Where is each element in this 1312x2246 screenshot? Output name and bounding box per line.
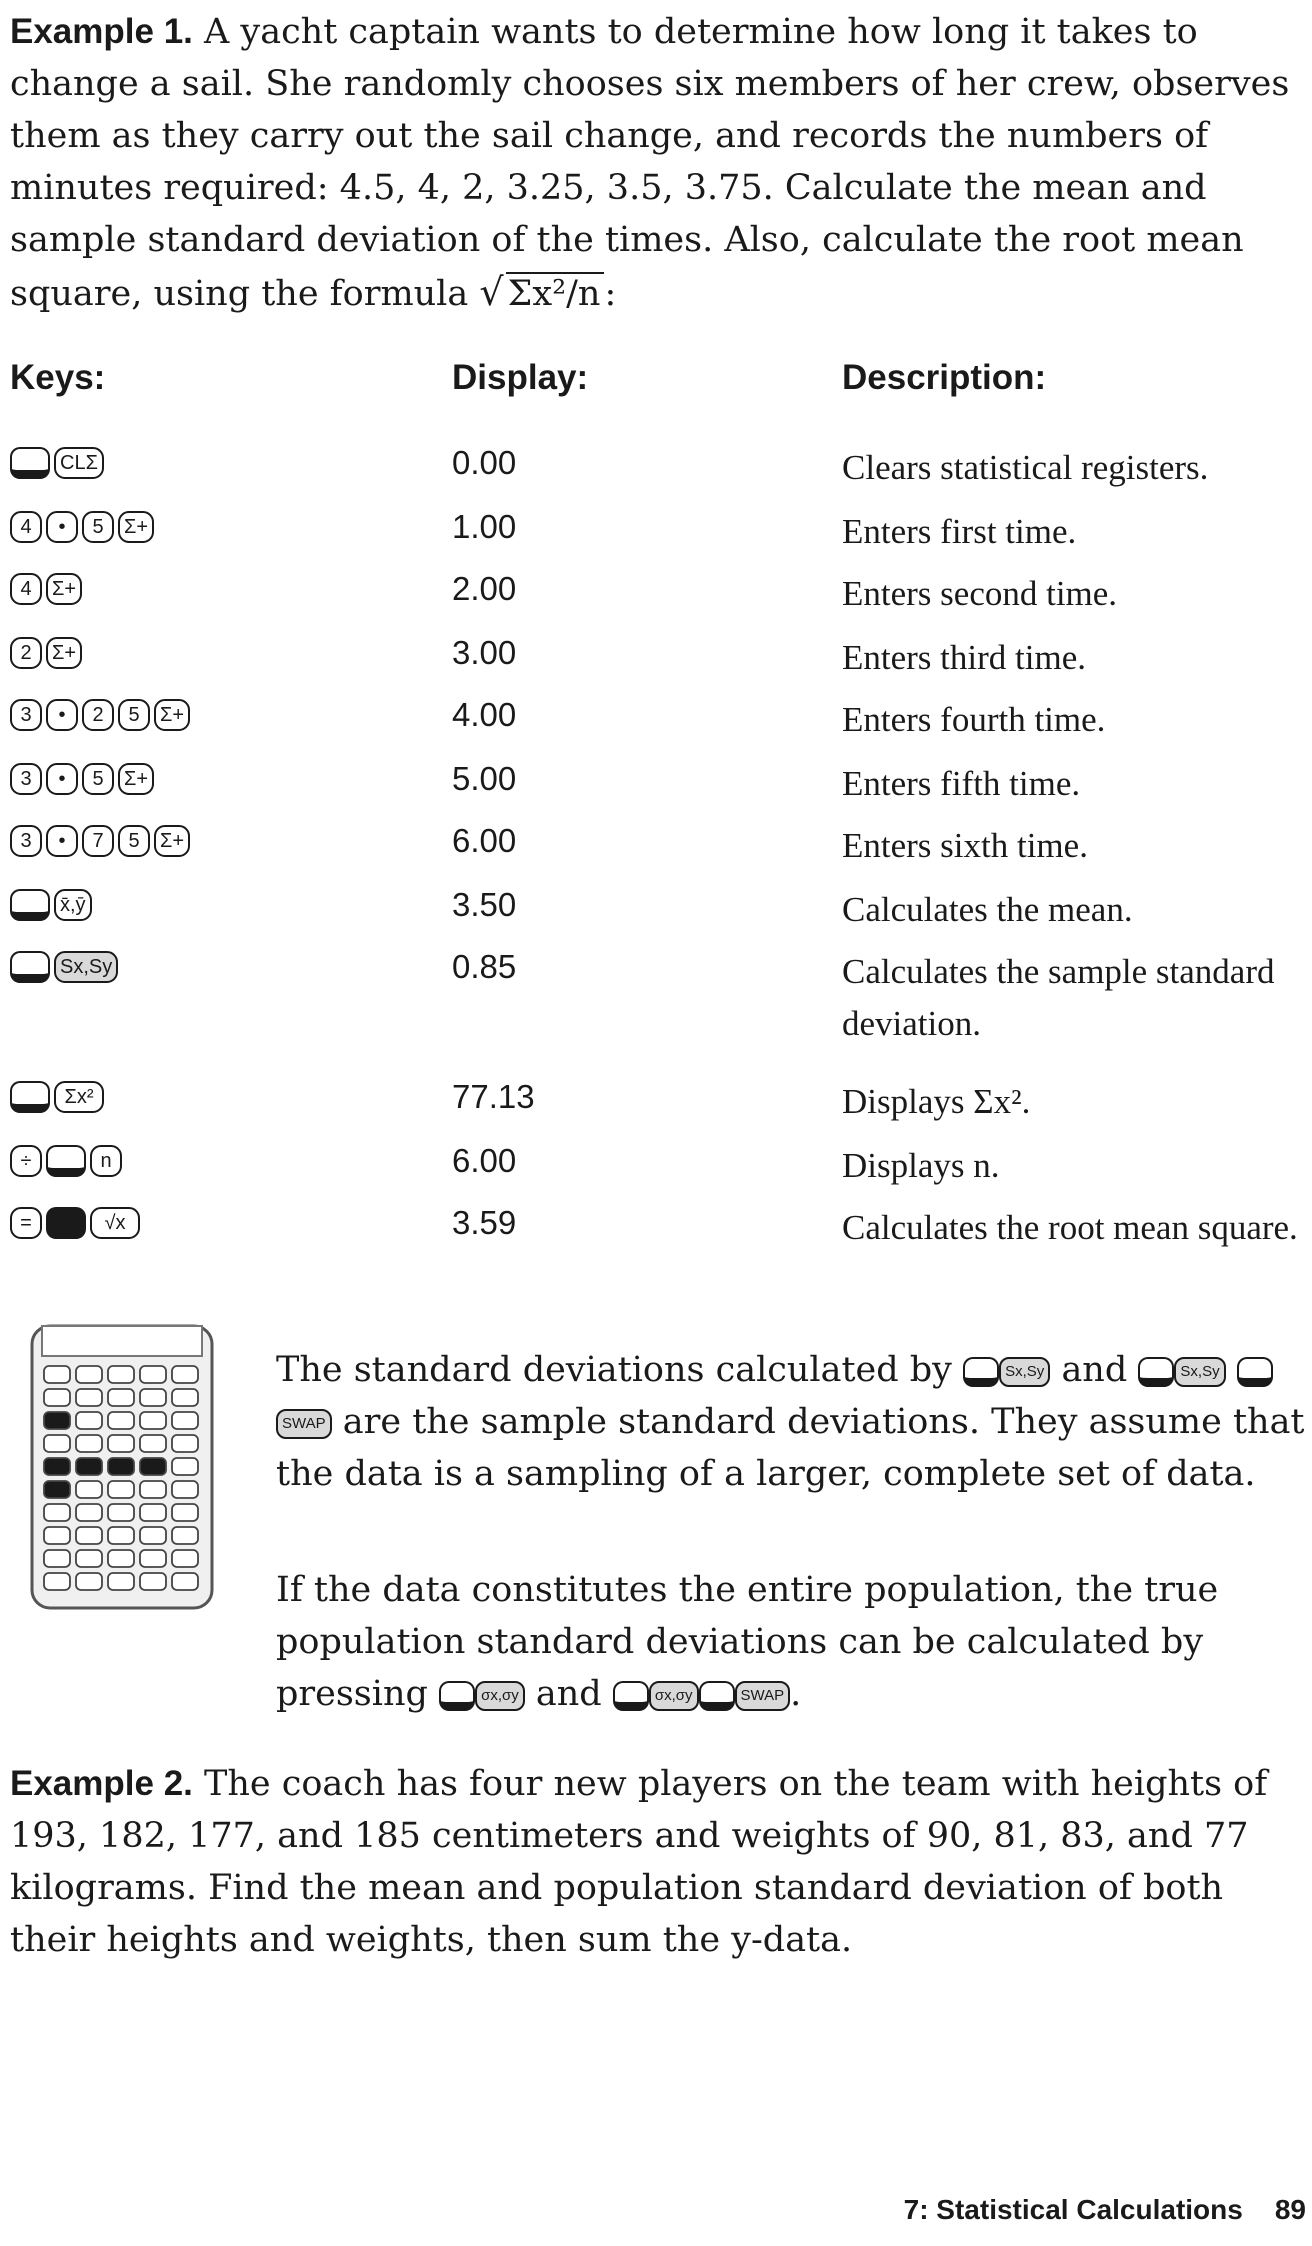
calculator-key: Σ+ <box>46 637 82 669</box>
description-text: Displays n. <box>842 1146 1000 1185</box>
calculator-key: Σx² <box>54 1081 104 1113</box>
calculator-key: • <box>46 763 78 795</box>
display-value: 0.00 <box>452 444 517 481</box>
shift-key-icon <box>10 1081 50 1113</box>
calculator-key: 7 <box>82 825 114 857</box>
calculator-icon-key <box>44 1366 70 1383</box>
calculator-icon-key <box>108 1412 134 1429</box>
keystroke-sequence <box>10 818 190 864</box>
calculator-key: Σ+ <box>46 573 82 605</box>
description-text: Clears statistical registers. <box>842 448 1209 487</box>
calculator-icon-key <box>140 1550 166 1567</box>
table-header <box>0 358 1312 418</box>
keystroke-sequence <box>10 882 92 928</box>
calculator-icon-key <box>172 1504 198 1521</box>
keys-header: Keys: <box>10 358 106 397</box>
note-section <box>20 1322 1310 1762</box>
calculator-key: Σ+ <box>118 763 154 795</box>
calculator-icon-key <box>76 1435 102 1452</box>
keystroke-sequence <box>10 1138 122 1184</box>
calculator-icon-key <box>172 1366 198 1383</box>
calculator-key: 3 <box>10 763 42 795</box>
description-text: Enters first time. <box>842 512 1077 551</box>
calculator-icon-key <box>76 1389 102 1406</box>
formula-suffix: : <box>604 274 617 314</box>
calculator-icon-key <box>44 1527 70 1544</box>
calculator-icon-key <box>44 1504 70 1521</box>
description-text: Calculates the root mean square. <box>842 1208 1298 1247</box>
shift-key-icon <box>1138 1357 1174 1387</box>
shift-key-icon <box>1237 1357 1273 1387</box>
calculator-icon-key <box>76 1550 102 1567</box>
description-text: Calculates the mean. <box>842 890 1133 929</box>
calculator-icon-key <box>140 1389 166 1406</box>
keystroke-sequence <box>10 944 118 990</box>
display-value: 4.00 <box>452 696 517 733</box>
calculator-icon-key <box>172 1389 198 1406</box>
calculator-icon-key <box>108 1481 134 1498</box>
calculator-key: x̄,ȳ <box>54 889 92 921</box>
calculator-icon-key <box>44 1435 70 1452</box>
example-1-paragraph <box>10 6 1300 320</box>
calculator-key: • <box>46 511 78 543</box>
display-value: 5.00 <box>452 760 517 797</box>
calculator-key: • <box>46 825 78 857</box>
calculator-icon-key <box>44 1412 70 1429</box>
calculator-key: 5 <box>82 763 114 795</box>
example-2-label: Example 2. <box>10 1764 193 1803</box>
note-p1-and: and <box>1061 1350 1128 1390</box>
calculator-icon-key <box>44 1550 70 1567</box>
swap-key: SWAP <box>735 1681 791 1711</box>
shift-key-icon <box>613 1681 649 1711</box>
keystroke-sequence <box>10 756 154 802</box>
calculator-key: 4 <box>10 511 42 543</box>
calculator-icon-key <box>108 1550 134 1567</box>
keystroke-sequence <box>10 440 104 486</box>
note-paragraph-2 <box>276 1564 1312 1720</box>
calculator-key: Σ+ <box>118 511 154 543</box>
calculator-key: n <box>90 1145 122 1177</box>
display-value: 6.00 <box>452 822 517 859</box>
calculator-icon-key <box>76 1458 102 1475</box>
sx-sy-key: Sx,Sy <box>999 1357 1050 1387</box>
shift-key-icon <box>10 951 50 983</box>
note-p2-text-a: If the data constitutes the entire population, the true population standard deviations can be calculated by pressing <box>276 1570 1219 1714</box>
shift-key-icon <box>46 1145 86 1177</box>
calculator-icon-key <box>44 1573 70 1590</box>
display-value: 3.50 <box>452 886 517 923</box>
sx-sy-key: Sx,Sy <box>1174 1357 1225 1387</box>
calculator-icon-key <box>140 1458 166 1475</box>
calculator-key: 2 <box>10 637 42 669</box>
calculator-key: = <box>10 1207 42 1239</box>
calculator-icon-key <box>76 1366 102 1383</box>
calculator-icon-key <box>172 1481 198 1498</box>
calculator-icon-key <box>172 1412 198 1429</box>
shift-key-icon <box>10 889 50 921</box>
calculator-icon-key <box>76 1573 102 1590</box>
calculator-icon-key <box>140 1366 166 1383</box>
calculator-icon-key <box>140 1412 166 1429</box>
note-p2-and: and <box>535 1674 602 1714</box>
example-2-paragraph <box>10 1758 1300 1966</box>
calculator-icon-key <box>76 1481 102 1498</box>
keystroke-sequence <box>10 1074 104 1120</box>
example-1-label: Example 1. <box>10 12 193 51</box>
calculator-icon-key <box>108 1573 134 1590</box>
example-2-text: The coach has four new players on the team with heights of 193, 182, 177, and 185 centimeters and weights of 90, 81, 83, and 77 kilograms. Find the mean and population standard deviation of both their heights and weights, then sum the y-data. <box>10 1764 1268 1960</box>
display-value: 3.59 <box>452 1204 517 1241</box>
shift-key-icon <box>10 447 50 479</box>
calculator-icon-key <box>172 1527 198 1544</box>
calculator-key: 5 <box>118 825 150 857</box>
calculator-key: • <box>46 699 78 731</box>
display-value: 77.13 <box>452 1078 535 1115</box>
shift-key-icon <box>46 1207 86 1239</box>
calculator-icon-key <box>76 1527 102 1544</box>
calculator-icon-key <box>44 1481 70 1498</box>
calculator-icon-key <box>108 1366 134 1383</box>
page-footer <box>904 2194 1306 2226</box>
calculator-key: √x <box>90 1207 140 1239</box>
sqrt-sign: √ <box>479 270 504 314</box>
description-text: Enters third time. <box>842 638 1086 677</box>
calculator-icon-key <box>108 1458 134 1475</box>
calculator-icon-key <box>108 1527 134 1544</box>
calculator-key: ÷ <box>10 1145 42 1177</box>
calculator-key: CLΣ <box>54 447 104 479</box>
note-p2-end: . <box>790 1674 802 1714</box>
example-1-text: A yacht captain wants to determine how long it takes to change a sail. She randomly chooses six members of her crew, observes them as they carry out the sail change, and records the numbers of minutes required: 4.5, 4, 2, 3.25, 3.5, 3.75. Calculate the mean and sample standard deviation of the times. Also, calculate the root mean square, using the formula <box>10 12 1290 314</box>
calculator-icon-key <box>44 1458 70 1475</box>
calculator-key: 4 <box>10 573 42 605</box>
calculator-key: Σ+ <box>154 825 190 857</box>
calculator-key: 5 <box>82 511 114 543</box>
display-value: 6.00 <box>452 1142 517 1179</box>
display-value: 1.00 <box>452 508 517 545</box>
calculator-icon-key <box>140 1504 166 1521</box>
keystroke-sequence <box>10 1200 140 1246</box>
calculator-icon-key <box>172 1435 198 1452</box>
calculator-icon <box>20 1322 220 1612</box>
keystroke-sequence <box>10 566 82 612</box>
calculator-icon-key <box>140 1573 166 1590</box>
display-header: Display: <box>452 358 589 397</box>
calculator-icon-key <box>172 1458 198 1475</box>
calculator-icon-key <box>140 1481 166 1498</box>
swap-key: SWAP <box>276 1409 332 1439</box>
keystroke-sequence <box>10 630 82 676</box>
calculator-icon-key <box>76 1412 102 1429</box>
calculator-icon-key <box>172 1550 198 1567</box>
calculator-key: 2 <box>82 699 114 731</box>
calculator-key: 3 <box>10 825 42 857</box>
calculator-key: 5 <box>118 699 150 731</box>
shift-key-icon <box>439 1681 475 1711</box>
description-header: Description: <box>842 358 1047 397</box>
sigma-key: σx,σy <box>475 1681 525 1711</box>
calculator-icon-key <box>140 1435 166 1452</box>
description-text: Enters sixth time. <box>842 826 1088 865</box>
sigma-key: σx,σy <box>649 1681 699 1711</box>
calculator-icon-key <box>172 1573 198 1590</box>
calculator-icon-key <box>108 1504 134 1521</box>
display-value: 3.00 <box>452 634 517 671</box>
description-text: Enters fourth time. <box>842 700 1106 739</box>
description-text: Enters fifth time. <box>842 764 1081 803</box>
calculator-key: Sx,Sy <box>54 951 118 983</box>
calculator-icon-key <box>76 1504 102 1521</box>
shift-key-icon <box>963 1357 999 1387</box>
calculator-key: 3 <box>10 699 42 731</box>
calculator-icon-key <box>44 1389 70 1406</box>
note-paragraph-1 <box>276 1344 1312 1500</box>
calculator-icon-key <box>108 1389 134 1406</box>
calculator-icon-key <box>108 1435 134 1452</box>
shift-key-icon <box>699 1681 735 1711</box>
formula: Σx²/n <box>506 272 605 314</box>
description-text: Displays Σx². <box>842 1082 1031 1121</box>
note-p1-text-b: are the sample standard deviations. They assume that the data is a sampling of a larger, complete set of data. <box>276 1402 1305 1494</box>
description-text: Enters second time. <box>842 574 1118 613</box>
page-number: 89 <box>1274 2194 1306 2225</box>
calculator-key: Σ+ <box>154 699 190 731</box>
description-text: Calculates the sample standard deviation. <box>842 952 1275 1043</box>
keystroke-sequence <box>10 692 190 738</box>
calculator-icon-key <box>140 1527 166 1544</box>
display-value: 2.00 <box>452 570 517 607</box>
chapter-title: 7: Statistical Calculations <box>903 2194 1243 2225</box>
note-p1-text-a: The standard deviations calculated by <box>276 1350 952 1390</box>
keystroke-sequence <box>10 504 154 550</box>
display-value: 0.85 <box>452 948 517 985</box>
